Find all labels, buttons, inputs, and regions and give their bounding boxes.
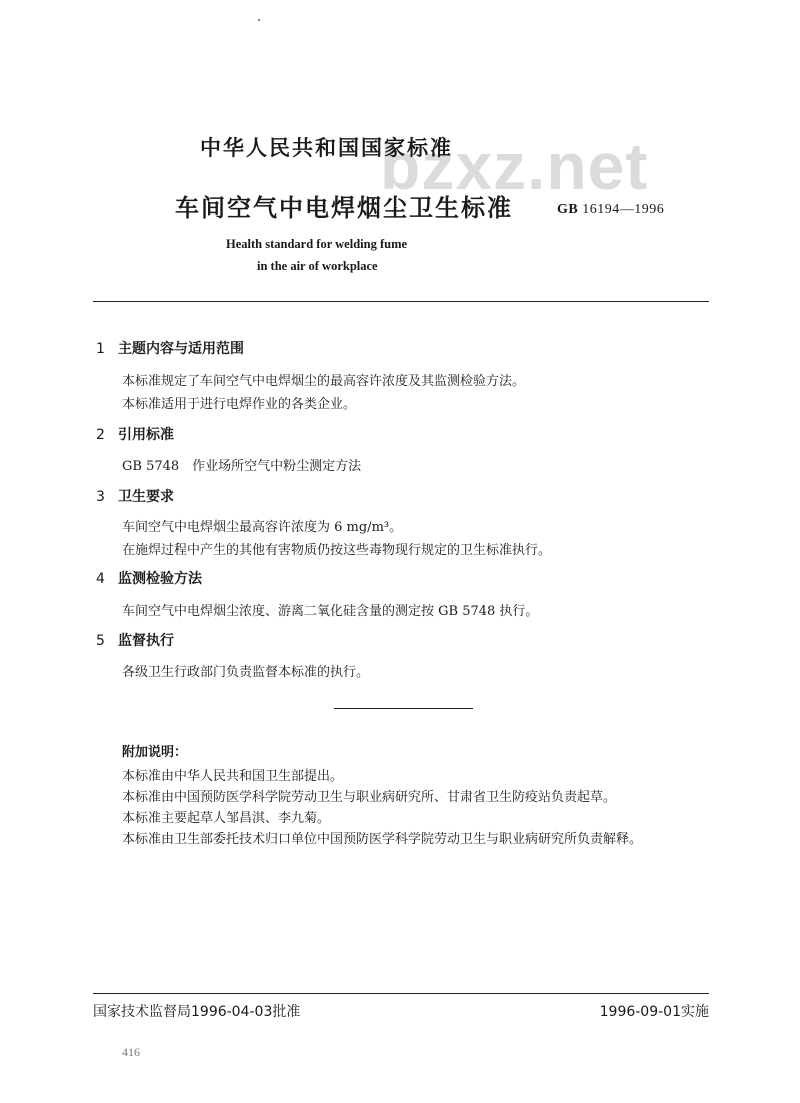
section-3-line-1: 车间空气中电焊烟尘最高容许浓度为 6 mg/m³。 xyxy=(122,520,403,535)
section-3-line-2: 在施焊过程中产生的其他有害物质仍按这些毒物现行规定的卫生标准执行。 xyxy=(122,543,552,558)
standard-number-prefix: GB xyxy=(557,202,579,217)
section-2-line-1: GB 5748 作业场所空气中粉尘测定方法 xyxy=(122,459,362,474)
section-4-line-1: 车间空气中电焊烟尘浓度、游离二氧化硅含量的测定按 GB 5748 执行。 xyxy=(122,604,539,619)
approval-date: 国家技术监督局1996-04-03批准 xyxy=(93,1004,301,1020)
watermark: bzxz.net xyxy=(380,129,649,203)
section-number: 1 xyxy=(96,341,105,357)
standard-number xyxy=(557,202,664,218)
section-4-heading xyxy=(96,568,202,588)
section-2-heading xyxy=(96,424,174,444)
section-1-line-1: 本标准规定了车间空气中电焊烟尘的最高容许浓度及其监测检验方法。 xyxy=(122,374,526,389)
page-number: 416 xyxy=(122,1045,140,1059)
english-title-line2: in the air of workplace xyxy=(257,259,378,273)
implementation-date: 1996-09-01实施 xyxy=(599,1004,709,1020)
english-title xyxy=(226,233,407,277)
section-title: 主题内容与适用范围 xyxy=(118,341,244,357)
section-title: 卫生要求 xyxy=(118,489,174,505)
header-divider xyxy=(93,301,709,302)
section-title: 引用标准 xyxy=(118,427,174,443)
notes-line-2: 本标准由中国预防医学科学院劳动卫生与职业病研究所、甘肃省卫生防疫站负责起草。 xyxy=(122,790,617,805)
section-5-heading xyxy=(96,630,174,650)
notes-line-1: 本标准由中华人民共和国卫生部提出。 xyxy=(122,769,344,784)
scan-speck xyxy=(258,19,260,21)
english-title-line1: Health standard for welding fume xyxy=(226,237,408,251)
section-title: 监测检验方法 xyxy=(118,571,202,587)
section-number: 3 xyxy=(96,489,105,505)
section-title: 监督执行 xyxy=(118,633,174,649)
section-number: 5 xyxy=(96,633,105,649)
notes-line-4: 本标准由卫生部委托技术归口单位中国预防医学科学院劳动卫生与职业病研究所负责解释。 xyxy=(122,832,643,847)
footer-divider xyxy=(93,993,709,994)
section-end-divider xyxy=(334,708,473,709)
section-1-heading xyxy=(96,338,244,358)
notes-line-3: 本标准主要起草人邹昌淇、李九菊。 xyxy=(122,811,331,826)
standard-number-value: 16194—1996 xyxy=(582,202,665,217)
standard-title: 车间空气中电焊烟尘卫生标准 xyxy=(175,194,513,222)
section-5-line-1: 各级卫生行政部门负责监督本标准的执行。 xyxy=(122,665,370,680)
national-standard-heading: 中华人民共和国国家标准 xyxy=(200,136,453,160)
section-1-line-2: 本标准适用于进行电焊作业的各类企业。 xyxy=(122,397,357,412)
section-number: 2 xyxy=(96,427,105,443)
notes-heading: 附加说明： xyxy=(122,745,188,760)
section-number: 4 xyxy=(96,571,105,587)
section-3-heading xyxy=(96,486,174,506)
